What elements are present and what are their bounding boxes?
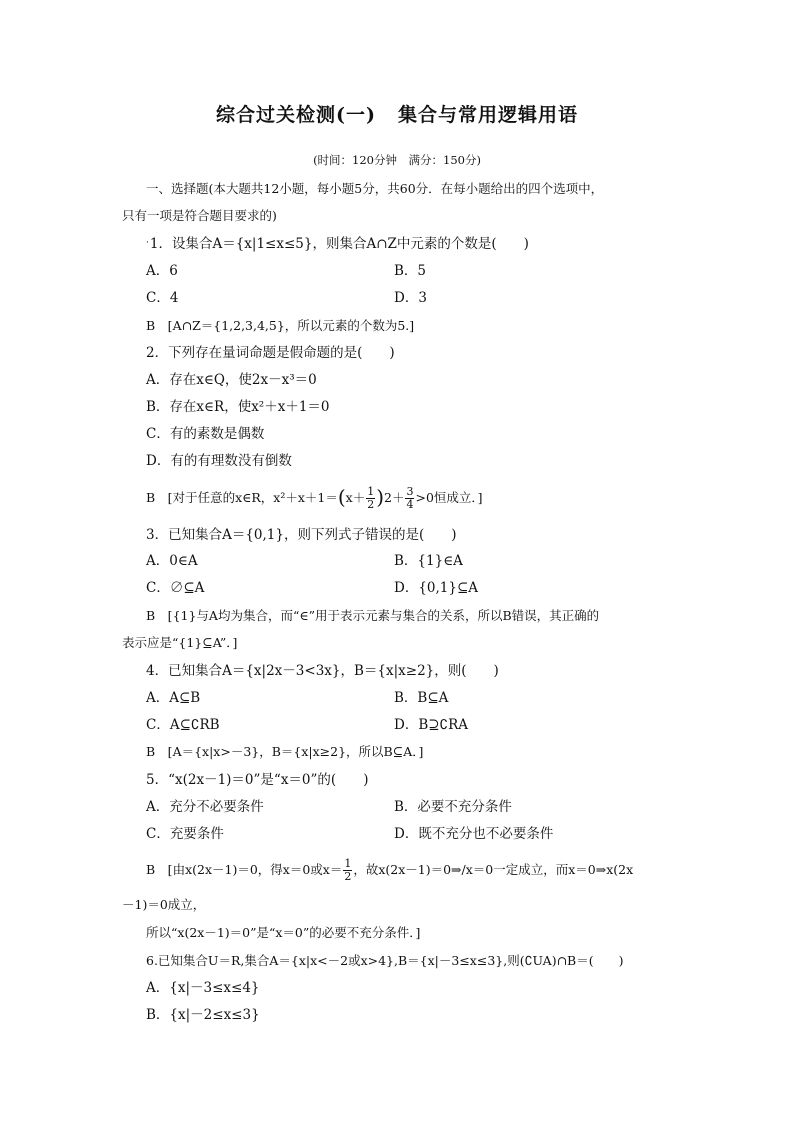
question-1-option-c: C．4: [146, 290, 179, 306]
question-5-option-d: D．既不充分也不必要条件: [394, 826, 554, 842]
question-4-option-c: C．A⊆∁RB: [146, 717, 220, 733]
question-4-option-d: D．B⊇∁RA: [394, 717, 469, 733]
question-3-answer-line2: 表示应是“{1}⊆A”．]: [122, 635, 238, 650]
question-3-option-c: C．∅⊆A: [146, 580, 205, 596]
question-5-option-c: C．充要条件: [146, 826, 224, 842]
question-3-option-b: B．{1}∈A: [394, 553, 463, 569]
section-intro-line2: 只有一项是符合题目要求的): [122, 208, 277, 223]
fraction: $\frac{1}{2}$: [367, 485, 375, 511]
page-title: [0, 100, 794, 127]
question-4-stem: 4．已知集合A＝{x|2x－3<3x}，B＝{x|x≥2}，则( ): [146, 663, 499, 679]
question-3-answer-line1: B [{1}与A均为集合，而“∈”用于表示元素与集合的关系，所以B错误，其正确的: [146, 608, 600, 623]
title-right: 集合与常用逻辑用语: [397, 104, 578, 126]
question-3-stem: 3．已知集合A＝{0,1}，则下列式子错误的是( ): [146, 527, 457, 543]
question-5-option-a: A．充分不必要条件: [146, 799, 264, 815]
question-5-answer-line2: －1)＝0成立，: [122, 897, 206, 912]
question-5-stem: 5．“x(2x－1)＝0”是“x＝0”的( ): [146, 772, 369, 788]
question-2-option-b: B．存在x∈R，使x²＋x＋1＝0: [146, 399, 330, 415]
exam-info: (时间：120分钟 满分：150分): [313, 153, 481, 167]
question-5-answer-line3: 所以“x(2x－1)＝0”是“x＝0”的必要不充分条件．]: [146, 925, 421, 940]
question-5-option-b: B．必要不充分条件: [394, 799, 512, 815]
question-4-option-b: B．B⊆A: [394, 690, 449, 706]
question-2-answer: B [对于任意的x∈R，x²＋x＋1＝(x＋ $\frac{1}{2}$ )2＋ $\frac{3}{4}$ >0恒成立．]: [146, 485, 483, 511]
question-1-stem: ·1．设集合A＝{x|1≤x≤5}，则集合A∩Z中元素的个数是( ): [146, 236, 529, 252]
question-6-stem: 6.已知集合U＝R,集合A＝{x|x<－2或x>4},B＝{x|－3≤x≤3},则(∁UA)∩B＝( ): [146, 953, 624, 968]
question-1-option-b: B．5: [394, 263, 427, 279]
question-3-option-d: D．{0,1}⊆A: [394, 580, 479, 596]
question-5-answer-line1: B [由x(2x－1)＝0，得x＝0或x＝ $\frac{1}{2}$ ，故x(2x－1)＝0⇒/x＝0一定成立，而x＝0⇒x(2x: [146, 857, 634, 883]
title-left: 综合过关检测(一): [216, 104, 376, 126]
question-6-option-a: A．{x|－3≤x≤4}: [146, 980, 260, 996]
question-6-option-b: B．{x|－2≤x≤3}: [146, 1007, 260, 1023]
question-4-answer: B [A＝{x|x>－3}，B＝{x|x≥2}，所以B⊆A．]: [146, 744, 424, 759]
question-4-option-a: A．A⊆B: [146, 690, 201, 706]
question-1-answer: B [A∩Z＝{1,2,3,4,5}，所以元素的个数为5.]: [146, 318, 415, 333]
question-2-option-a: A．存在x∈Q，使2x－x³＝0: [146, 372, 317, 388]
question-2-option-c: C．有的素数是偶数: [146, 426, 265, 442]
section-intro-line1: 一、选择题(本大题共12小题，每小题5分，共60分．在每小题给出的四个选项中，: [146, 181, 604, 196]
question-1-option-d: D．3: [394, 290, 427, 306]
question-2-option-d: D．有的有理数没有倒数: [146, 453, 292, 469]
question-1-option-a: A．6: [146, 263, 178, 279]
fraction: $\frac{1}{2}$: [344, 857, 352, 883]
question-3-option-a: A．0∈A: [146, 553, 198, 569]
question-2-stem: 2．下列存在量词命题是假命题的是( ): [146, 345, 395, 361]
fraction: $\frac{3}{4}$: [406, 485, 414, 511]
